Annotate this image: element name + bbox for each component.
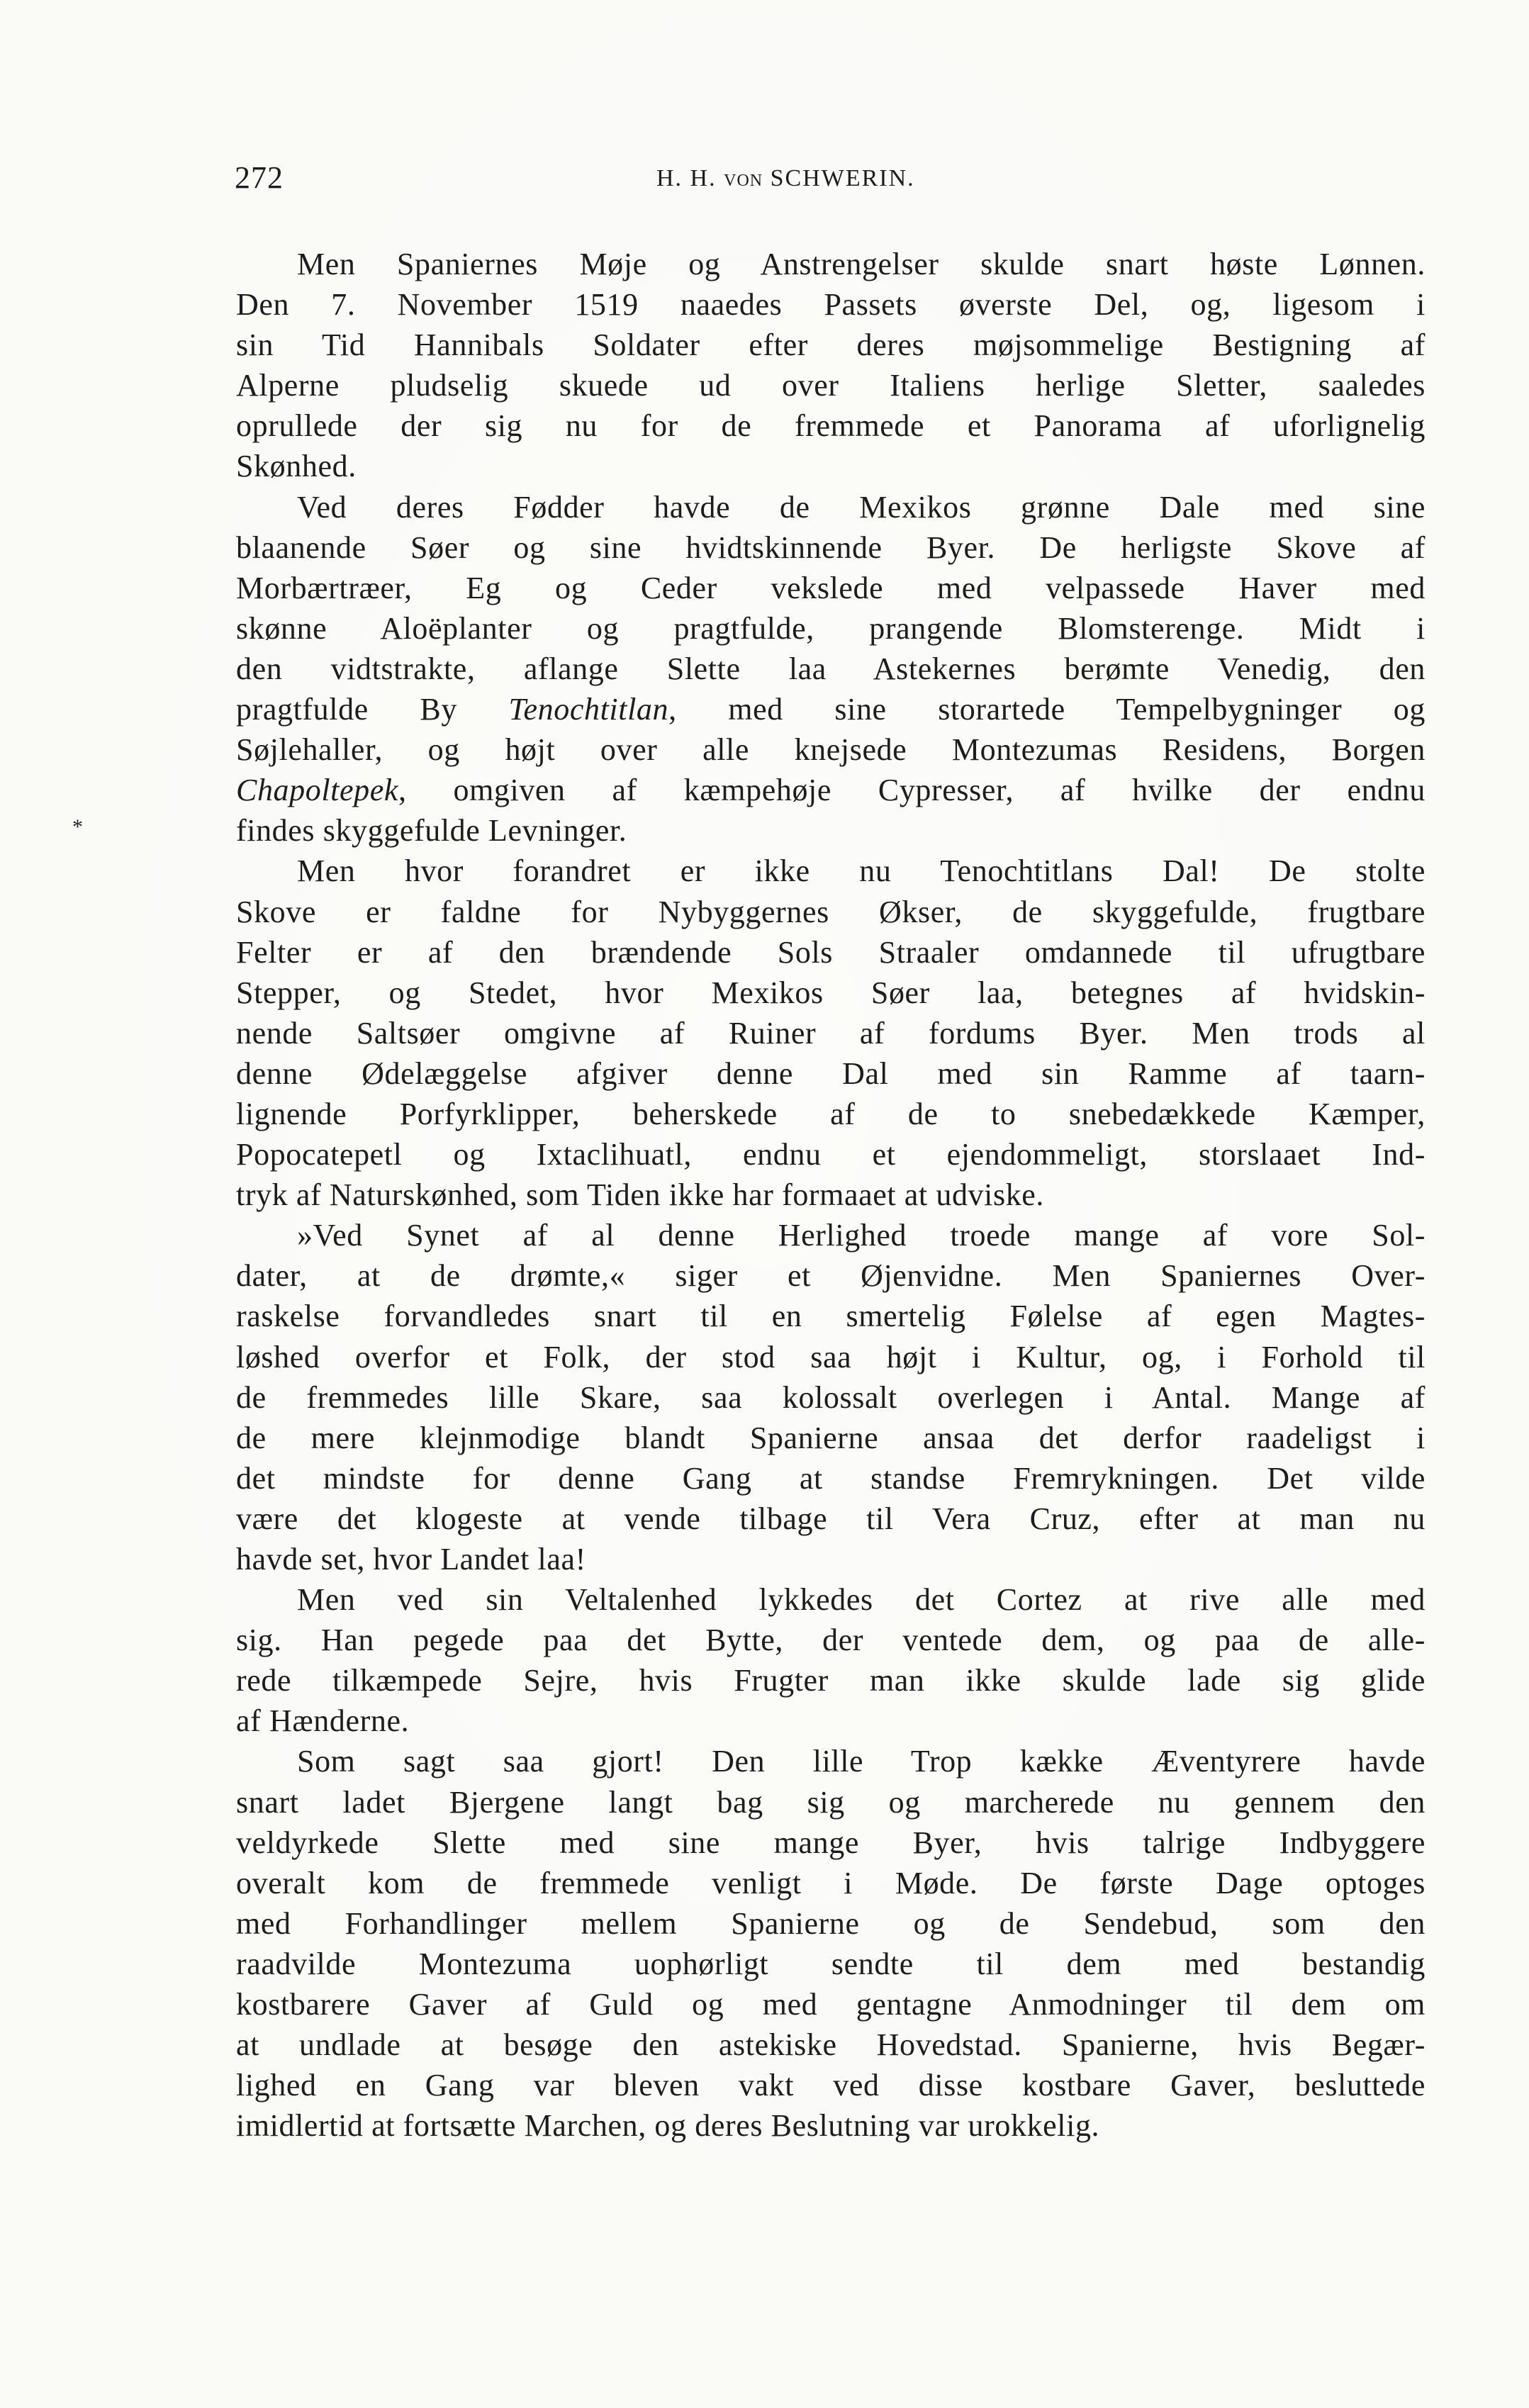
text-line: snart ladet Bjergene langt bag sig og marcherede nu gennem den [236, 1784, 1426, 1820]
body-text [236, 244, 1426, 2179]
text-line: skønne Aloëplanter og pragtfulde, prangende Blomsterenge. Midt i [236, 610, 1426, 646]
author-particle: VON [724, 172, 763, 190]
text-line: lighed en Gang var bleven vakt ved disse kostbare Gaver, besluttede [236, 2068, 1426, 2103]
text-line: Morbærtræer, Eg og Ceder vekslede med velpassede Haver med [236, 570, 1426, 605]
text-line: findes skyggefulde Levninger. [236, 813, 627, 849]
text-line: Alperne pludselig skuede ud over Italiens herlige Sletter, saaledes [236, 368, 1426, 403]
text-line: overalt kom de fremmede venligt i Møde. De første Dage optoges [236, 1865, 1426, 1900]
text-line: det mindste for denne Gang at standse Fremrykningen. Det vilde [236, 1460, 1426, 1496]
text-line: dater, at de drømte,« siger et Øjenvidne. Men Spaniernes Over- [236, 1258, 1426, 1294]
paragraph-first-line: »Ved Synet af al denne Herlighed troede mange af vore Sol- [297, 1218, 1426, 1253]
paragraph-first-line: Som sagt saa gjort! Den lille Trop kække Æventyrere havde [297, 1744, 1426, 1779]
paragraph-first-line: Ved deres Fødder havde de Mexikos grønne Dale med sine [297, 489, 1426, 525]
running-title [656, 165, 915, 192]
text-line: Søjlehaller, og højt over alle knejsede Montezumas Residens, Borgen [236, 732, 1426, 768]
text-line: sig. Han pegede paa det Bytte, der ventede dem, og paa de alle- [236, 1623, 1426, 1658]
italic-name: Tenochtitlan [508, 692, 669, 727]
paragraph-first-line: Men Spaniernes Møje og Anstrengelser skulde snart høste Lønnen. [297, 247, 1426, 281]
italic-name: Chapoltepek [236, 773, 398, 808]
text-line: løshed overfor et Folk, der stod saa højt i Kultur, og, i Forhold til [236, 1339, 1426, 1374]
text-line: sin Tid Hannibals Soldater efter deres møjsommelige Bestigning af [236, 327, 1426, 363]
text-line: Chapoltepek, omgiven af kæmpehøje Cypresser, af hvilke der endnu [236, 773, 1426, 808]
text-line: tryk af Naturskønhed, som Tiden ikke har formaaet at udviske. [236, 1177, 1045, 1213]
text-line: Felter er af den brændende Sols Straaler omdannede til ufrugtbare [236, 934, 1426, 970]
text-line: Den 7. November 1519 naaedes Passets øverste Del, og, ligesom i [236, 287, 1426, 323]
text-line: Stepper, og Stedet, hvor Mexikos Søer laa, betegnes af hvidskin- [236, 975, 1426, 1010]
text-line: at undlade at besøge den astekiske Hovedstad. Spanierne, hvis Begær- [236, 2027, 1426, 2063]
text-line: imidlertid at fortsætte Marchen, og deres Beslutning var urokkelig. [236, 2108, 1100, 2144]
text-line: blaanende Søer og sine hvidtskinnende Byer. De herligste Skove af [236, 530, 1426, 565]
text-line: være det klogeste at vende tilbage til Vera Cruz, efter at man nu [236, 1501, 1426, 1536]
text-line: med Forhandlinger mellem Spanierne og de Sendebud, som den [236, 1905, 1426, 1941]
text-line: raskelse forvandledes snart til en smertelig Følelse af egen Magtes- [236, 1299, 1426, 1334]
paragraph-first-line: Men hvor forandret er ikke nu Tenochtitlans Dal! De stolte [297, 853, 1426, 889]
text-line: raadvilde Montezuma uophørligt sendte til dem med bestandig [236, 1946, 1426, 1981]
text-line: Popocatepetl og Ixtaclihuatl, endnu et ejendommeligt, storslaaet Ind- [236, 1137, 1426, 1172]
running-head [235, 159, 1418, 202]
text-line: Skove er faldne for Nybyggernes Økser, de skyggefulde, frugtbare [236, 894, 1426, 929]
text-line: havde set, hvor Landet laa! [236, 1542, 586, 1577]
text-line: de mere klejnmodige blandt Spanierne ansaa det derfor raadeligst i [236, 1420, 1426, 1455]
author-initials: H. H. [656, 165, 717, 191]
text-line: Skønhed. [236, 449, 357, 484]
text-line: pragtfulde By Tenochtitlan, med sine storartede Tempelbygninger og [236, 692, 1426, 727]
text-line: denne Ødelæggelse afgiver denne Dal med sin Ramme af taarn- [236, 1055, 1426, 1091]
text-line: oprullede der sig nu for de fremmede et Panorama af uforlignelig [236, 408, 1426, 444]
text-line: lignende Porfyrklipper, beherskede af de to snebedækkede Kæmper, [236, 1096, 1426, 1131]
text-line: veldyrkede Slette med sine mange Byer, hvis talrige Indbyggere [236, 1825, 1426, 1860]
text-line: af Hænderne. [236, 1703, 410, 1739]
text-line: de fremmedes lille Skare, saa kolossalt overlegen i Antal. Mange af [236, 1379, 1426, 1415]
text-line: nende Saltsøer omgivne af Ruiner af fordums Byer. Men trods al [236, 1015, 1426, 1051]
margin-mark: * [72, 815, 83, 839]
text-line: kostbarere Gaver af Guld og med gentagne Anmodninger til dem om [236, 1987, 1426, 2022]
paragraph-first-line: Men ved sin Veltalenhed lykkedes det Cortez at rive alle med [297, 1582, 1426, 1618]
page-number: 272 [235, 160, 284, 195]
author-surname: SCHWERIN. [770, 165, 915, 191]
text-line: den vidtstrakte, aflange Slette laa Astekernes berømte Venedig, den [236, 651, 1426, 686]
text-line: rede tilkæmpede Sejre, hvis Frugter man ikke skulde lade sig glide [236, 1663, 1426, 1698]
